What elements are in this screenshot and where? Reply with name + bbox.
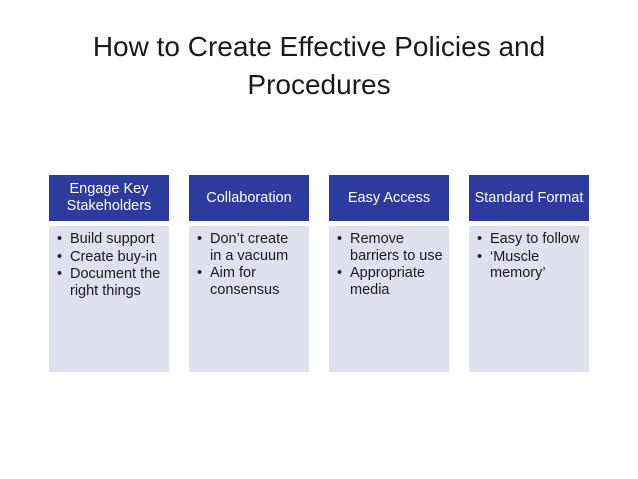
bullet-text: ‘Muscle memory’ xyxy=(490,248,546,281)
bullet-icon: • xyxy=(197,231,203,247)
bullet-text: Aim for consensus xyxy=(210,265,280,298)
bullet-icon: • xyxy=(477,248,483,265)
column-body xyxy=(469,226,589,372)
column-collaboration xyxy=(189,175,309,372)
column-easy-access xyxy=(329,175,449,372)
bullet-icon: • xyxy=(337,265,343,281)
bullet-text: Build support xyxy=(70,231,155,247)
bullet-text: Easy to follow xyxy=(490,231,580,247)
column-heading: Easy Access xyxy=(329,175,449,221)
bullet-icon: • xyxy=(57,266,63,282)
bullet-text: Document the right things xyxy=(70,266,161,299)
column-body xyxy=(329,226,449,372)
bullet-item xyxy=(477,249,583,282)
bullet-icon: • xyxy=(197,265,203,281)
bullet-icon: • xyxy=(57,231,63,247)
bullet-icon: • xyxy=(477,231,483,247)
bullet-item xyxy=(197,231,303,264)
column-body xyxy=(189,226,309,372)
bullet-item xyxy=(337,265,443,298)
bullet-text: Remove barriers to use xyxy=(350,231,443,264)
column-body xyxy=(49,226,169,372)
bullet-item xyxy=(57,231,163,248)
bullet-item xyxy=(337,231,443,264)
bullet-text: Appropriate media xyxy=(350,265,425,298)
column-heading: Engage Key Stakeholders xyxy=(49,175,169,221)
bullet-text: Don’t create in a vacuum xyxy=(210,231,289,264)
column-standard-format xyxy=(469,175,589,372)
bullet-item xyxy=(57,249,163,266)
column-engage-key-stakeholders xyxy=(49,175,169,372)
bullet-item xyxy=(57,266,163,299)
column-heading: Standard Format xyxy=(469,175,589,221)
column-heading: Collaboration xyxy=(189,175,309,221)
bullet-icon: • xyxy=(337,231,343,247)
bullet-item xyxy=(477,231,583,248)
bullet-text: Create buy-in xyxy=(70,248,158,265)
bullet-item xyxy=(197,265,303,298)
slide-title: How to Create Effective Policies and Procedures xyxy=(92,31,546,100)
bullet-icon: • xyxy=(57,248,63,265)
